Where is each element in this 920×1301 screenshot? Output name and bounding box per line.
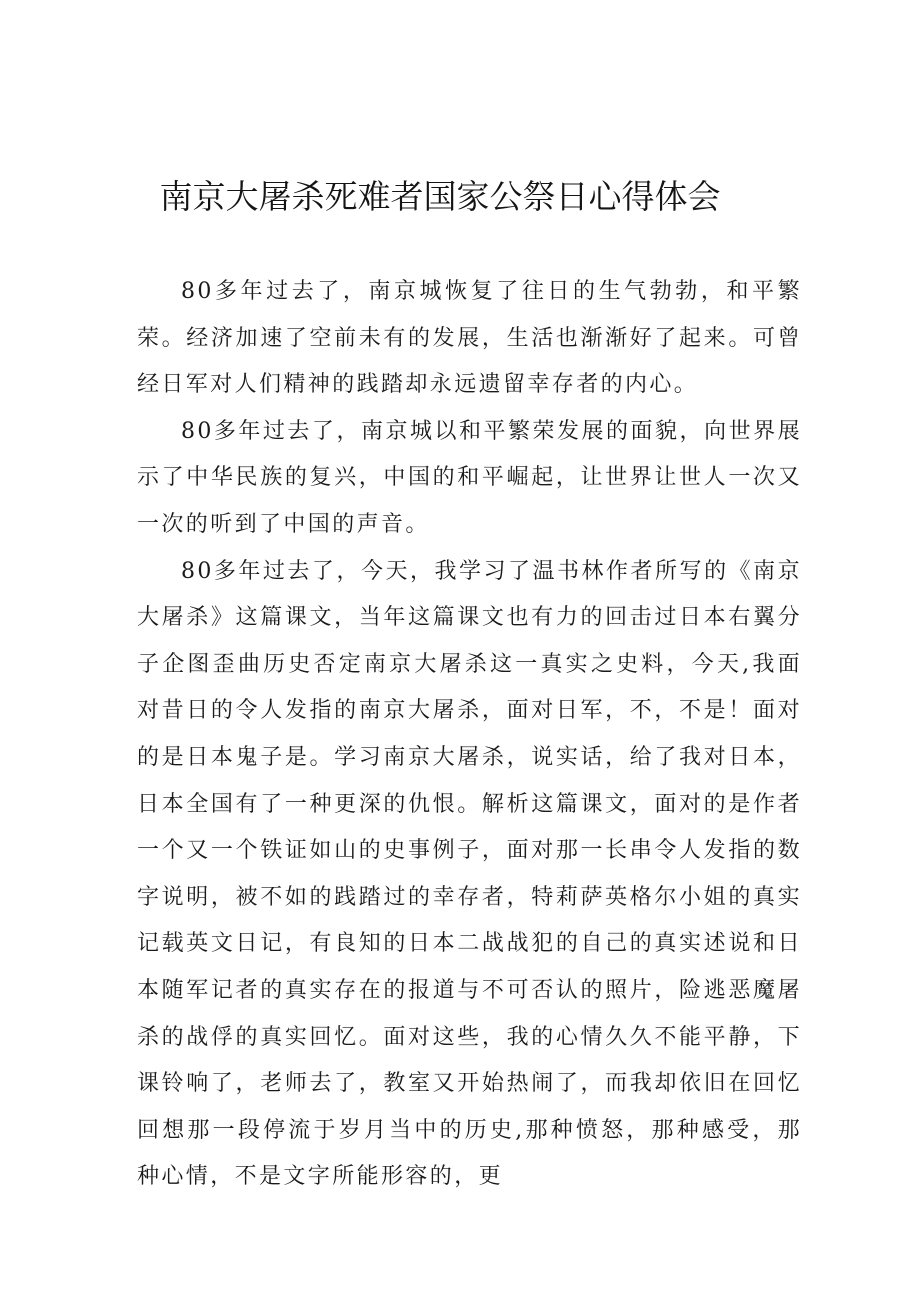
paragraph-3: 80多年过去了，今天，我学习了温书林作者所写的《南京大屠杀》这篇课文，当年这篇课文也有力的回击过日本右翼分子企图歪曲历史否定南京大屠杀这一真实之史料，今天,我面对昔日的令人发指的南京大屠杀，面对日军，不，不是！面对的是日本鬼子是。学习南京大屠杀，说实话，给了我对日本，日本全国有了一种更深的仇恨。解析这篇课文，面对的是作者一个又一个铁证如山的史事例子，面对那一长串令人发指的数字说明，被不如的践踏过的幸存者，特莉萨英格尔小姐的真实记载英文日记，有良知的日本二战战犯的自己的真实述说和日本随军记者的真实存在的报道与不可否认的照片，险逃恶魔屠杀的战俘的真实回忆。面对这些，我的心情久久不能平静，下课铃响了，老师去了，教室又开始热闹了，而我却依旧在回忆回想那一段停流于岁月当中的历史,那种愤怒，那种感受，那种心情，不是文字所能形容的，更	[137, 558, 802, 1190]
paragraph-1: 80多年过去了，南京城恢复了往日的生气勃勃，和平繁荣。经济加速了空前未有的发展，生活也渐渐好了起来。可曾经日军对人们精神的践踏却永远遗留幸存者的内心。	[137, 279, 802, 398]
document-title: 南京大屠杀死难者国家公祭日心得体会	[159, 177, 721, 216]
paragraph-2: 80多年过去了，南京城以和平繁荣发展的面貌，向世界展示了中华民族的复兴，中国的和平崛起，让世界让世人一次又一次的听到了中国的声音。	[137, 418, 802, 537]
document-body	[137, 269, 802, 1201]
